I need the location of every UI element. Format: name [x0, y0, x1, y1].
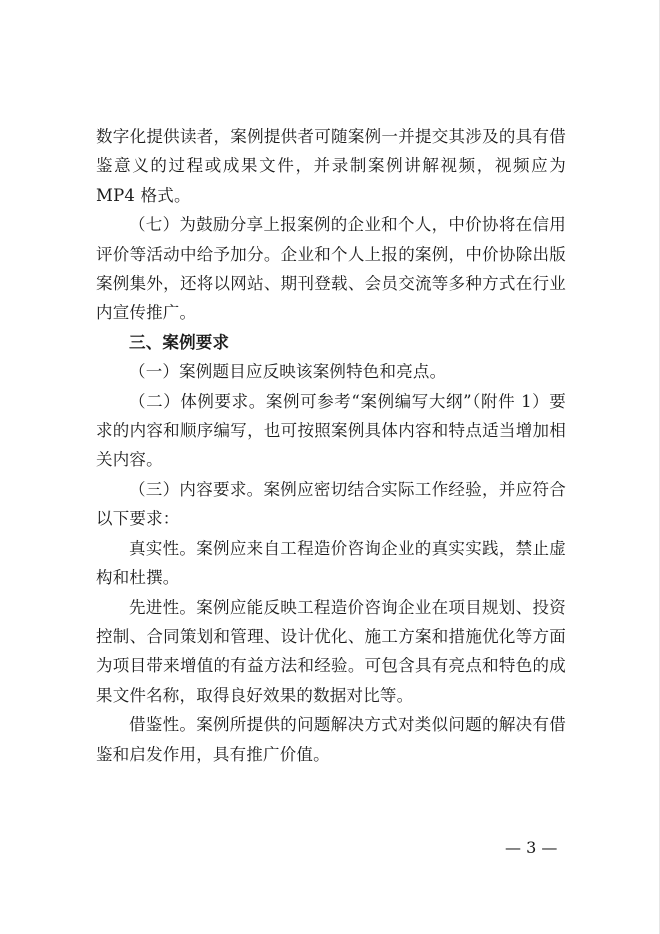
paragraph-item-7: （七）为鼓励分享上报案例的企业和个人，中价协将在信用评价等活动中给予加分。企业和个人上报的案例，中价协除出版案例集外，还将以网站、期刊登载、会员交流等多种方式在行业内宣传推广。	[96, 215, 566, 323]
paragraph-requirement-3: （三）内容要求。案例应密切结合实际工作经验，并应符合以下要求：	[96, 479, 566, 529]
document-body	[96, 122, 566, 769]
paragraph-requirement-2: （二）体例要求。案例可参考“案例编写大纲”（附件 1）要求的内容和顺序编写，也可按照案例具体内容和特点适当增加相关内容。	[96, 391, 566, 470]
paragraph-requirement-1: （一）案例题目应反映该案例特色和亮点。	[129, 362, 447, 382]
paragraph-continuation: 数字化提供读者，案例提供者可随案例一并提交其涉及的具有借鉴意义的过程或成果文件，并录制案例讲解视频，视频应为 MP4 格式。	[96, 127, 566, 205]
paragraph-advancement: 先进性。案例应能反映工程造价咨询企业在项目规划、投资控制、合同策划和管理、设计优化、施工方案和措施优化等方面为项目带来增值的有益方法和经验。可包含具有亮点和特色的成果文件名称，取得良好效果的数据对比等。	[96, 597, 566, 705]
paragraph-reference-value: 借鉴性。案例所提供的问题解决方式对类似问题的解决有借鉴和启发作用，具有推广价值。	[96, 715, 566, 764]
section-heading-case-requirements: 三、案例要求	[129, 332, 230, 352]
paragraph-authenticity: 真实性。案例应来自工程造价咨询企业的真实实践，禁止虚构和杜撰。	[96, 538, 566, 588]
page-number: — 3 —	[505, 838, 558, 857]
